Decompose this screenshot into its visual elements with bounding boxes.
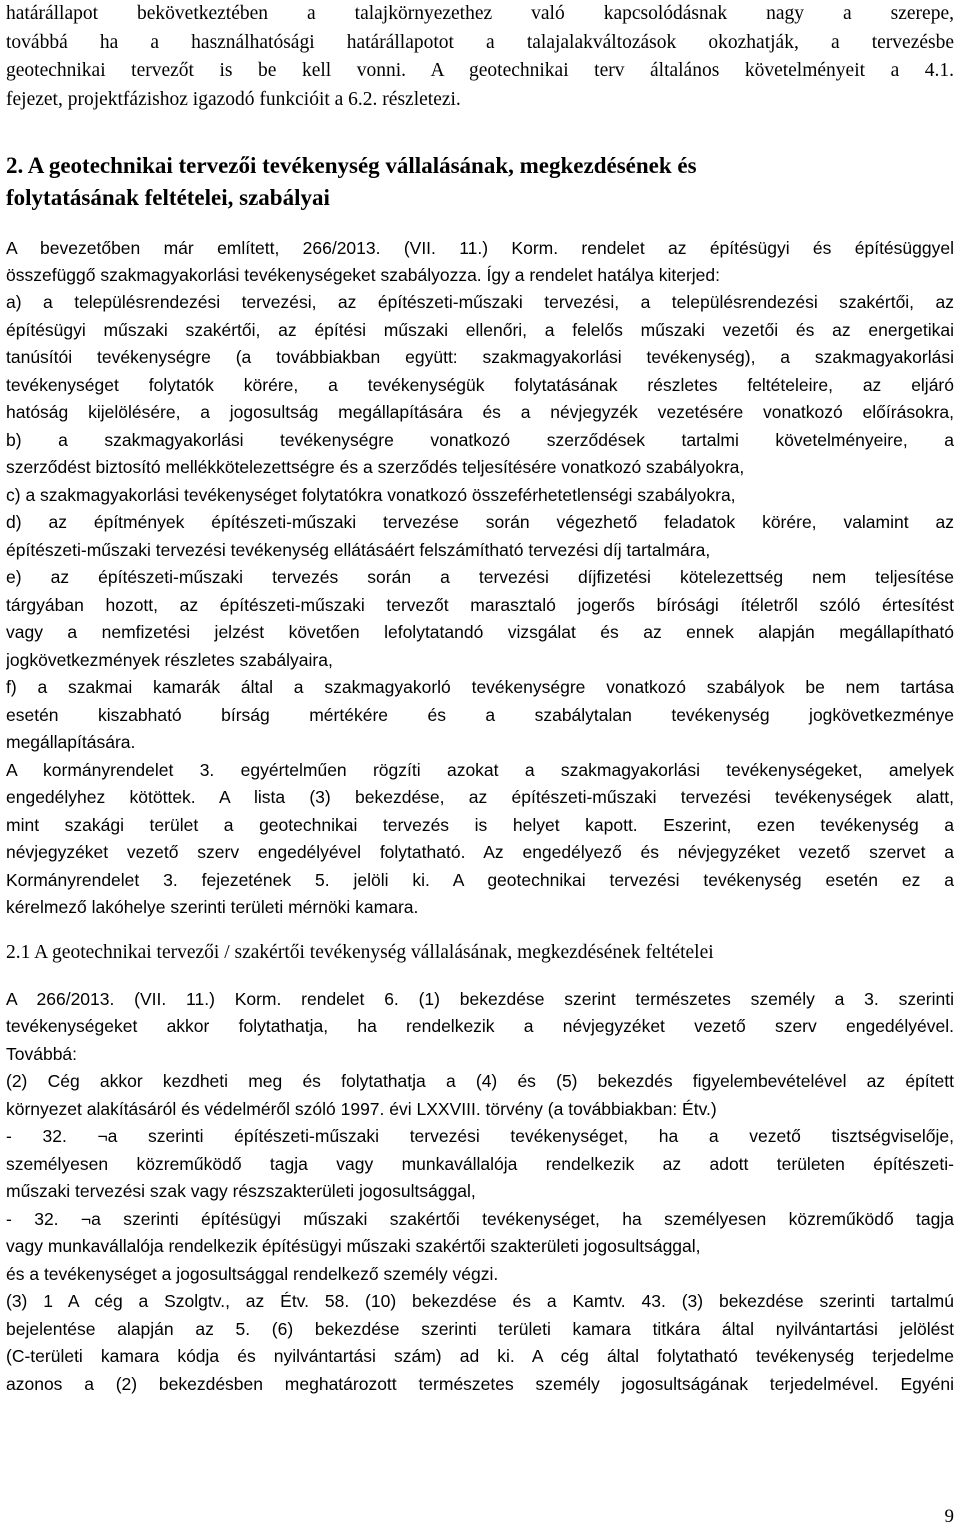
body-line: A bevezetőben már említett, 266/2013. (VII. 11.) Korm. rendelet az építésügyi és építésüggyel	[6, 238, 954, 258]
body-line: - 32. ¬a szerinti építészeti-műszaki tervezési tevékenységet, ha a vezető tisztségviselője,	[6, 1126, 954, 1146]
subsection-heading: 2.1 A geotechnikai tervezői / szakértői tevékenység vállalásának, megkezdésének feltételei	[6, 942, 714, 963]
intro-line: határállapot bekövetkeztében a talajkörnyezethez való kapcsolódásnak nagy a szerepe,	[6, 3, 954, 24]
section-heading: 2. A geotechnikai tervezői tevékenység vállalásának, megkezdésének és	[6, 153, 697, 178]
body-line: (C-területi kamara kódja és nyilvántartási szám) ad ki. A cég által folytatható tevékenység terjedelme	[6, 1346, 954, 1366]
body-line: szerződést biztosító mellékkötelezettségre és a szerződés teljesítésére vonatkozó szabályokra,	[6, 457, 745, 477]
body-line: megállapítására.	[6, 732, 136, 752]
body-line: tevékenységet folytatók körére, a tevékenységük folytatásának részletes feltételeire, az eljáró	[6, 375, 954, 395]
body-line: (3) 1 A cég a Szolgtv., az Étv. 58. (10) bekezdése és a Kamtv. 43. (3) bekezdése szerinti tartalmú	[6, 1291, 954, 1311]
body-line: (2) Cég akkor kezdheti meg és folytathatja a (4) és (5) bekezdés figyelembevételével az épített	[6, 1071, 954, 1091]
body-line: d) az építmények építészeti-műszaki tervezése során végezhető feladatok körére, valamint az	[6, 512, 954, 532]
body-line: jogkövetkezmények részletes szabályaira,	[6, 650, 333, 670]
body-line: mint szakági terület a geotechnikai tervezés is helyet kapott. Eszerint, ezen tevékenység a	[6, 815, 954, 835]
body-line: tárgyában hozott, az építészeti-műszaki tervezőt marasztaló jogerős bírósági ítéletről szóló értesítést	[6, 595, 954, 615]
body-line: - 32. ¬a szerinti építésügyi műszaki szakértői tevékenységet, ha személyesen közreműködő tagja	[6, 1209, 954, 1229]
body-line: tanúsítói tevékenységre (a továbbiakban együtt: szakmagyakorlási tevékenység), a szakmagyakorlási	[6, 347, 954, 367]
intro-line: geotechnikai tervezőt is be kell vonni. A geotechnikai terv általános követelményeit a 4.1.	[6, 60, 954, 81]
body-line: Továbbá:	[6, 1044, 78, 1064]
intro-line: fejezet, projektfázishoz igazodó funkcióit a 6.2. részletezi.	[6, 89, 461, 110]
body-line: építésügyi műszaki szakértői, az építési műszaki ellenőri, a felelős műszaki vezetői és az energetikai	[6, 320, 954, 340]
body-line: névjegyzéket vezető szerv engedélyével folytatható. Az engedélyező és névjegyzéket vezető szervet a	[6, 842, 954, 862]
body-line: c) a szakmagyakorlási tevékenységet folytatókra vonatkozó összeférhetetlenségi szabályokra,	[6, 485, 736, 505]
body-line: kérelmező lakóhelye szerinti területi mérnöki kamara.	[6, 897, 419, 917]
page-number: 9	[944, 1506, 954, 1527]
body-line: személyesen közreműködő tagja vagy munkavállalója rendelkezik az adott területen építészeti-	[6, 1154, 954, 1174]
body-line: f) a szakmai kamarák által a szakmagyakorló tevékenységre vonatkozó szabályok be nem tartása	[6, 677, 954, 697]
body-line: bejelentése alapján az 5. (6) bekezdése szerinti területi kamara titkára által nyilvántartási jelölést	[6, 1319, 954, 1339]
body-line: Kormányrendelet 3. fejezetének 5. jelöli ki. A geotechnikai tervezési tevékenység esetén ez a	[6, 870, 954, 890]
body-line: esetén kiszabható bírság mértékére és a szabálytalan tevékenység jogkövetkezménye	[6, 705, 954, 725]
intro-line: továbbá ha a használhatósági határállapotot a talajalakváltozások okozhatják, a tervezésbe	[6, 32, 954, 53]
body-line: e) az építészeti-műszaki tervezés során a tervezési díjfizetési kötelezettség nem teljesítése	[6, 567, 954, 587]
body-line: összefüggő szakmagyakorlási tevékenységeket szabályozza. Így a rendelet hatálya kiterjed:	[6, 265, 721, 285]
body-line: környezet alakításáról és védelméről szóló 1997. évi LXXVIII. törvény (a továbbiakban: Étv.)	[6, 1099, 717, 1119]
body-line: b) a szakmagyakorlási tevékenységre vonatkozó szerződések tartalmi követelményeire, a	[6, 430, 954, 450]
section-heading: folytatásának feltételei, szabályai	[6, 185, 330, 210]
body-line: hatóság kijelölésére, a jogosultság megállapítására és a névjegyzék vezetésére vonatkozó előírásokra,	[6, 402, 954, 422]
body-line: és a tevékenységet a jogosultsággal rendelkező személy végzi.	[6, 1264, 499, 1284]
body-line: A 266/2013. (VII. 11.) Korm. rendelet 6. (1) bekezdése szerint természetes személy a 3. szerinti	[6, 989, 954, 1009]
body-line: műszaki tervezési szak vagy részszakterületi jogosultsággal,	[6, 1181, 476, 1201]
body-line: tevékenységeket akkor folytathatja, ha rendelkezik a névjegyzéket vezető szerv engedélyével.	[6, 1016, 954, 1036]
body-line: vagy munkavállalója rendelkezik építésügyi műszaki szakértői szakterületi jogosultsággal,	[6, 1236, 701, 1256]
body-line: engedélyhez kötöttek. A lista (3) bekezdése, az építészeti-műszaki tervezési tevékenységek alatt,	[6, 787, 954, 807]
body-line: vagy a nemfizetési jelzést követően lefolytatandó vizsgálat és az ennek alapján megállapítható	[6, 622, 954, 642]
body-line: A kormányrendelet 3. egyértelműen rögzíti azokat a szakmagyakorlási tevékenységeket, amelyek	[6, 760, 954, 780]
body-line: azonos a (2) bekezdésben meghatározott természetes személy jogosultságának terjedelmével. Egyéni	[6, 1374, 954, 1394]
body-line: építészeti-műszaki tervezési tevékenység ellátásáért felszámítható tervezési díj tartalmára,	[6, 540, 711, 560]
body-line: a) a településrendezési tervezési, az építészeti-műszaki tervezési, a településrendezési szakértői, az	[6, 292, 954, 312]
